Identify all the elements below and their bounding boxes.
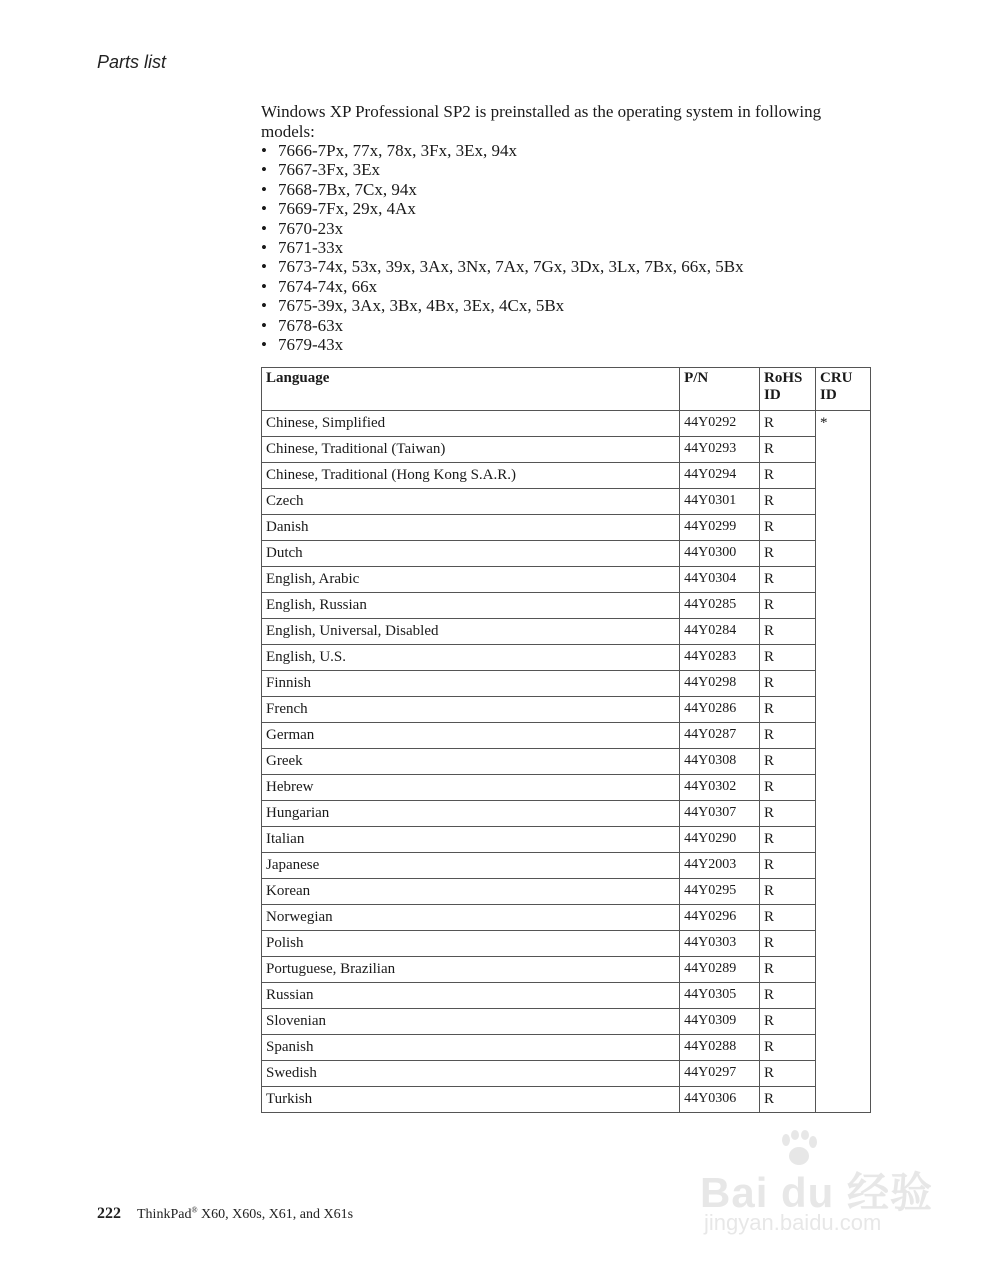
- page-footer: [97, 1205, 353, 1223]
- table-row: [262, 593, 871, 619]
- footer-title-prefix: ThinkPad: [137, 1207, 192, 1222]
- cell-pn: 44Y0295: [680, 879, 760, 905]
- cell-language: Slovenian: [262, 1009, 680, 1035]
- cell-pn: 44Y2003: [680, 853, 760, 879]
- cell-rohs: R: [760, 671, 816, 697]
- cell-rohs: R: [760, 879, 816, 905]
- cell-rohs: R: [760, 749, 816, 775]
- page-number: 222: [97, 1205, 121, 1222]
- header-pn: P/N: [680, 368, 760, 411]
- cell-pn: 44Y0290: [680, 827, 760, 853]
- intro-text: Windows XP Professional SP2 is preinstalled as the operating system in following models:: [261, 102, 822, 141]
- cell-language: French: [262, 697, 680, 723]
- cell-language: Russian: [262, 983, 680, 1009]
- bullet-icon: •: [261, 238, 267, 258]
- model-item: [261, 199, 871, 218]
- cell-pn: 44Y0308: [680, 749, 760, 775]
- cell-rohs: R: [760, 437, 816, 463]
- model-item: [261, 277, 871, 296]
- table-row: [262, 749, 871, 775]
- model-item: [261, 335, 871, 354]
- table-row: [262, 801, 871, 827]
- cell-pn: 44Y0289: [680, 957, 760, 983]
- cell-pn: 44Y0284: [680, 619, 760, 645]
- cell-pn: 44Y0293: [680, 437, 760, 463]
- model-text: 7679-43x: [278, 335, 344, 355]
- cell-rohs: R: [760, 489, 816, 515]
- cell-rohs: R: [760, 905, 816, 931]
- cell-language: English, U.S.: [262, 645, 680, 671]
- cell-language: English, Arabic: [262, 567, 680, 593]
- cell-rohs: R: [760, 957, 816, 983]
- section-title: Parts list: [97, 52, 167, 72]
- model-item: [261, 180, 871, 199]
- model-item: [261, 316, 871, 335]
- bullet-icon: •: [261, 315, 267, 335]
- parts-table-body: [262, 411, 871, 1113]
- cell-language: Hungarian: [262, 801, 680, 827]
- model-text: 7674-74x, 66x: [278, 276, 378, 296]
- table-row: [262, 671, 871, 697]
- bullet-icon: •: [261, 335, 267, 355]
- header-rohs-id: [760, 368, 816, 411]
- table-row: [262, 645, 871, 671]
- table-row: [262, 1061, 871, 1087]
- registered-mark: ®: [191, 1205, 198, 1215]
- cell-rohs: R: [760, 723, 816, 749]
- cell-language: Chinese, Traditional (Hong Kong S.A.R.): [262, 463, 680, 489]
- bullet-icon: •: [261, 179, 267, 199]
- cell-rohs: R: [760, 541, 816, 567]
- cell-language: Hebrew: [262, 775, 680, 801]
- table-row: [262, 619, 871, 645]
- table-row: [262, 515, 871, 541]
- cell-pn: 44Y0299: [680, 515, 760, 541]
- cell-pn: 44Y0300: [680, 541, 760, 567]
- table-row: [262, 489, 871, 515]
- cell-rohs: R: [760, 567, 816, 593]
- table-row: [262, 697, 871, 723]
- cell-pn: 44Y0309: [680, 1009, 760, 1035]
- cell-pn: 44Y0303: [680, 931, 760, 957]
- bullet-icon: •: [261, 141, 267, 160]
- header-cru-line1: CRU: [820, 370, 853, 386]
- cell-rohs: R: [760, 697, 816, 723]
- bullet-icon: •: [261, 257, 267, 277]
- bullet-icon: •: [261, 160, 267, 180]
- table-row: [262, 957, 871, 983]
- cell-rohs: R: [760, 1061, 816, 1087]
- cell-language: Finnish: [262, 671, 680, 697]
- cell-rohs: R: [760, 853, 816, 879]
- table-row: [262, 983, 871, 1009]
- cell-pn: 44Y0296: [680, 905, 760, 931]
- bullet-icon: •: [261, 218, 267, 238]
- cell-rohs: R: [760, 593, 816, 619]
- cell-language: English, Russian: [262, 593, 680, 619]
- cell-language: Swedish: [262, 1061, 680, 1087]
- model-item: [261, 160, 871, 179]
- cell-language: Dutch: [262, 541, 680, 567]
- cell-language: Danish: [262, 515, 680, 541]
- header-rohs-line2: ID: [764, 387, 781, 403]
- table-row: [262, 879, 871, 905]
- model-text: 7678-63x: [278, 315, 344, 335]
- watermark-main-text: Bai du 经验: [700, 1169, 934, 1216]
- cell-language: Polish: [262, 931, 680, 957]
- model-text: 7671-33x: [278, 238, 344, 258]
- cell-rohs: R: [760, 619, 816, 645]
- table-row: [262, 723, 871, 749]
- cell-language: Korean: [262, 879, 680, 905]
- table-header-row: [262, 368, 871, 411]
- cell-pn: 44Y0304: [680, 567, 760, 593]
- cell-rohs: R: [760, 983, 816, 1009]
- cell-pn: 44Y0283: [680, 645, 760, 671]
- model-text: 7666-7Px, 77x, 78x, 3Fx, 3Ex, 94x: [278, 141, 517, 160]
- cell-language: Greek: [262, 749, 680, 775]
- table-row: [262, 827, 871, 853]
- cell-rohs: R: [760, 1035, 816, 1061]
- cell-pn: 44Y0306: [680, 1087, 760, 1113]
- bullet-icon: •: [261, 199, 267, 219]
- cell-pn: 44Y0305: [680, 983, 760, 1009]
- header-rohs-line1: RoHS: [764, 370, 803, 386]
- table-row: [262, 1035, 871, 1061]
- baidu-watermark: [700, 1130, 940, 1250]
- cell-pn: 44Y0286: [680, 697, 760, 723]
- table-row: [262, 567, 871, 593]
- cell-language: Chinese, Simplified: [262, 411, 680, 437]
- cell-pn: 44Y0288: [680, 1035, 760, 1061]
- model-item: [261, 257, 871, 276]
- cell-pn: 44Y0301: [680, 489, 760, 515]
- cell-language: Portuguese, Brazilian: [262, 957, 680, 983]
- footer-title-suffix: X60, X60s, X61, and X61s: [197, 1207, 354, 1222]
- table-row: [262, 905, 871, 931]
- header-language: Language: [262, 368, 680, 411]
- cell-pn: 44Y0287: [680, 723, 760, 749]
- model-text: 7675-39x, 3Ax, 3Bx, 4Bx, 3Ex, 4Cx, 5Bx: [278, 296, 565, 316]
- cell-language: Chinese, Traditional (Taiwan): [262, 437, 680, 463]
- intro-block: [261, 102, 871, 354]
- cell-rohs: R: [760, 1087, 816, 1113]
- cell-rohs: R: [760, 463, 816, 489]
- table-row: [262, 463, 871, 489]
- header-cru-id: [816, 368, 871, 411]
- cell-rohs: R: [760, 411, 816, 437]
- cell-language: Italian: [262, 827, 680, 853]
- table-row: [262, 411, 871, 437]
- bullet-icon: •: [261, 276, 267, 296]
- model-item: [261, 141, 871, 160]
- watermark-url: jingyan.baidu.com: [704, 1210, 882, 1235]
- cell-language: Czech: [262, 489, 680, 515]
- cell-rohs: R: [760, 775, 816, 801]
- cell-pn: 44Y0302: [680, 775, 760, 801]
- model-text: 7673-74x, 53x, 39x, 3Ax, 3Nx, 7Ax, 7Gx, 3Dx, 3Lx, 7Bx, 66x, 5Bx: [278, 257, 744, 277]
- cell-pn: 44Y0292: [680, 411, 760, 437]
- cell-pn: 44Y0285: [680, 593, 760, 619]
- header-cru-line2: ID: [820, 387, 837, 403]
- table-row: [262, 931, 871, 957]
- table-row: [262, 1087, 871, 1113]
- cell-language: Turkish: [262, 1087, 680, 1113]
- model-text: 7668-7Bx, 7Cx, 94x: [278, 179, 417, 199]
- cell-rohs: R: [760, 827, 816, 853]
- cell-rohs: R: [760, 645, 816, 671]
- cell-rohs: R: [760, 1009, 816, 1035]
- model-text: 7667-3Fx, 3Ex: [278, 160, 380, 180]
- table-row: [262, 853, 871, 879]
- cell-language: English, Universal, Disabled: [262, 619, 680, 645]
- bullet-icon: •: [261, 296, 267, 316]
- model-text: 7669-7Fx, 29x, 4Ax: [278, 199, 416, 219]
- parts-table: [261, 367, 871, 1113]
- cell-language: German: [262, 723, 680, 749]
- model-item: [261, 238, 871, 257]
- models-list: [261, 141, 871, 354]
- cell-pn: 44Y0297: [680, 1061, 760, 1087]
- cell-language: Norwegian: [262, 905, 680, 931]
- cell-pn: 44Y0294: [680, 463, 760, 489]
- cell-language: Japanese: [262, 853, 680, 879]
- cell-pn: 44Y0298: [680, 671, 760, 697]
- cell-rohs: R: [760, 801, 816, 827]
- cell-language: Spanish: [262, 1035, 680, 1061]
- cell-rohs: R: [760, 931, 816, 957]
- table-row: [262, 437, 871, 463]
- cell-pn: 44Y0307: [680, 801, 760, 827]
- cell-cru: *: [816, 411, 871, 1113]
- table-row: [262, 1009, 871, 1035]
- model-item: [261, 219, 871, 238]
- cell-rohs: R: [760, 515, 816, 541]
- table-row: [262, 775, 871, 801]
- model-text: 7670-23x: [278, 218, 344, 238]
- model-item: [261, 296, 871, 315]
- table-row: [262, 541, 871, 567]
